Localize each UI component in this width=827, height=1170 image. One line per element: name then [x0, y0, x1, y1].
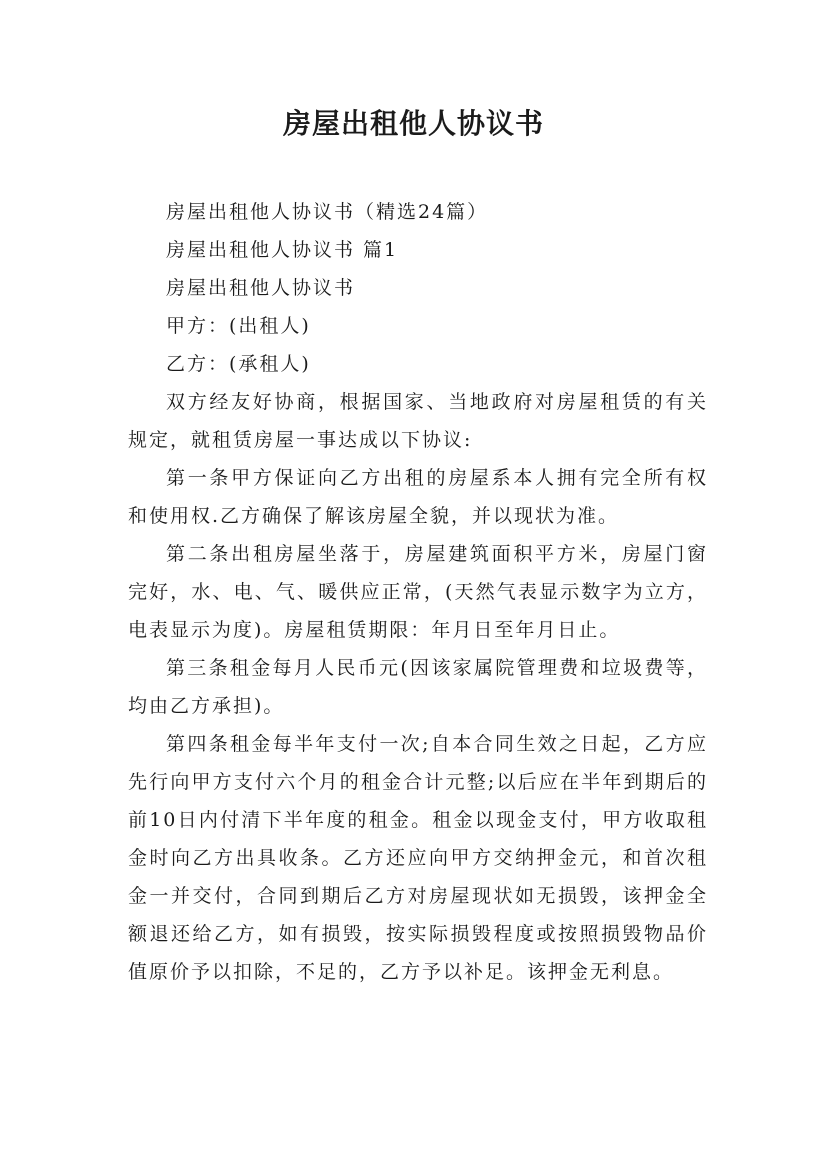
paragraph-article-1: 第一条甲方保证向乙方出租的房屋系本人拥有完全所有权和使用权.乙方确保了解该房屋全貌，并以现状为准。 [128, 467, 708, 527]
paragraph-article-4: 第四条租金每半年支付一次;自本合同生效之日起，乙方应先行向甲方支付六个月的租金合计元整;以后应在半年到期后的前10日内付清下半年度的租金。租金以现金支付，甲方收取租金时向乙方出具收条。乙方还应向甲方交纳押金元，和首次租金一并交付，合同到期后乙方对房屋现状如无损毁，该押金全额退还给乙方，如有损毁，按实际损毁程度或按照损毁物品价值原价予以扣除，不足的，乙方予以补足。该押金无利息。 [128, 733, 708, 983]
paragraph-article-2: 第二条出租房屋坐落于，房屋建筑面积平方米，房屋门窗完好，水、电、气、暖供应正常，(天然气表显示数字为立方，电表显示为度)。房屋租赁期限：年月日至年月日止。 [128, 543, 708, 641]
document-body [128, 193, 708, 991]
party-b-line: 乙方：(承租人) [166, 353, 311, 375]
party-a-line: 甲方：(出租人) [166, 315, 311, 337]
header-line-agreement-name: 房屋出租他人协议书 [166, 277, 356, 299]
header-line-subtitle: 房屋出租他人协议书（精选24篇） [166, 201, 489, 223]
paragraph-article-3: 第三条租金每月人民币元(因该家属院管理费和垃圾费等，均由乙方承担)。 [128, 657, 708, 717]
header-line-section: 房屋出租他人协议书 篇1 [166, 239, 399, 261]
document-title: 房屋出租他人协议书 [282, 107, 544, 140]
paragraph-intro: 双方经友好协商，根据国家、当地政府对房屋租赁的有关规定，就租赁房屋一事达成以下协议: [128, 391, 708, 451]
